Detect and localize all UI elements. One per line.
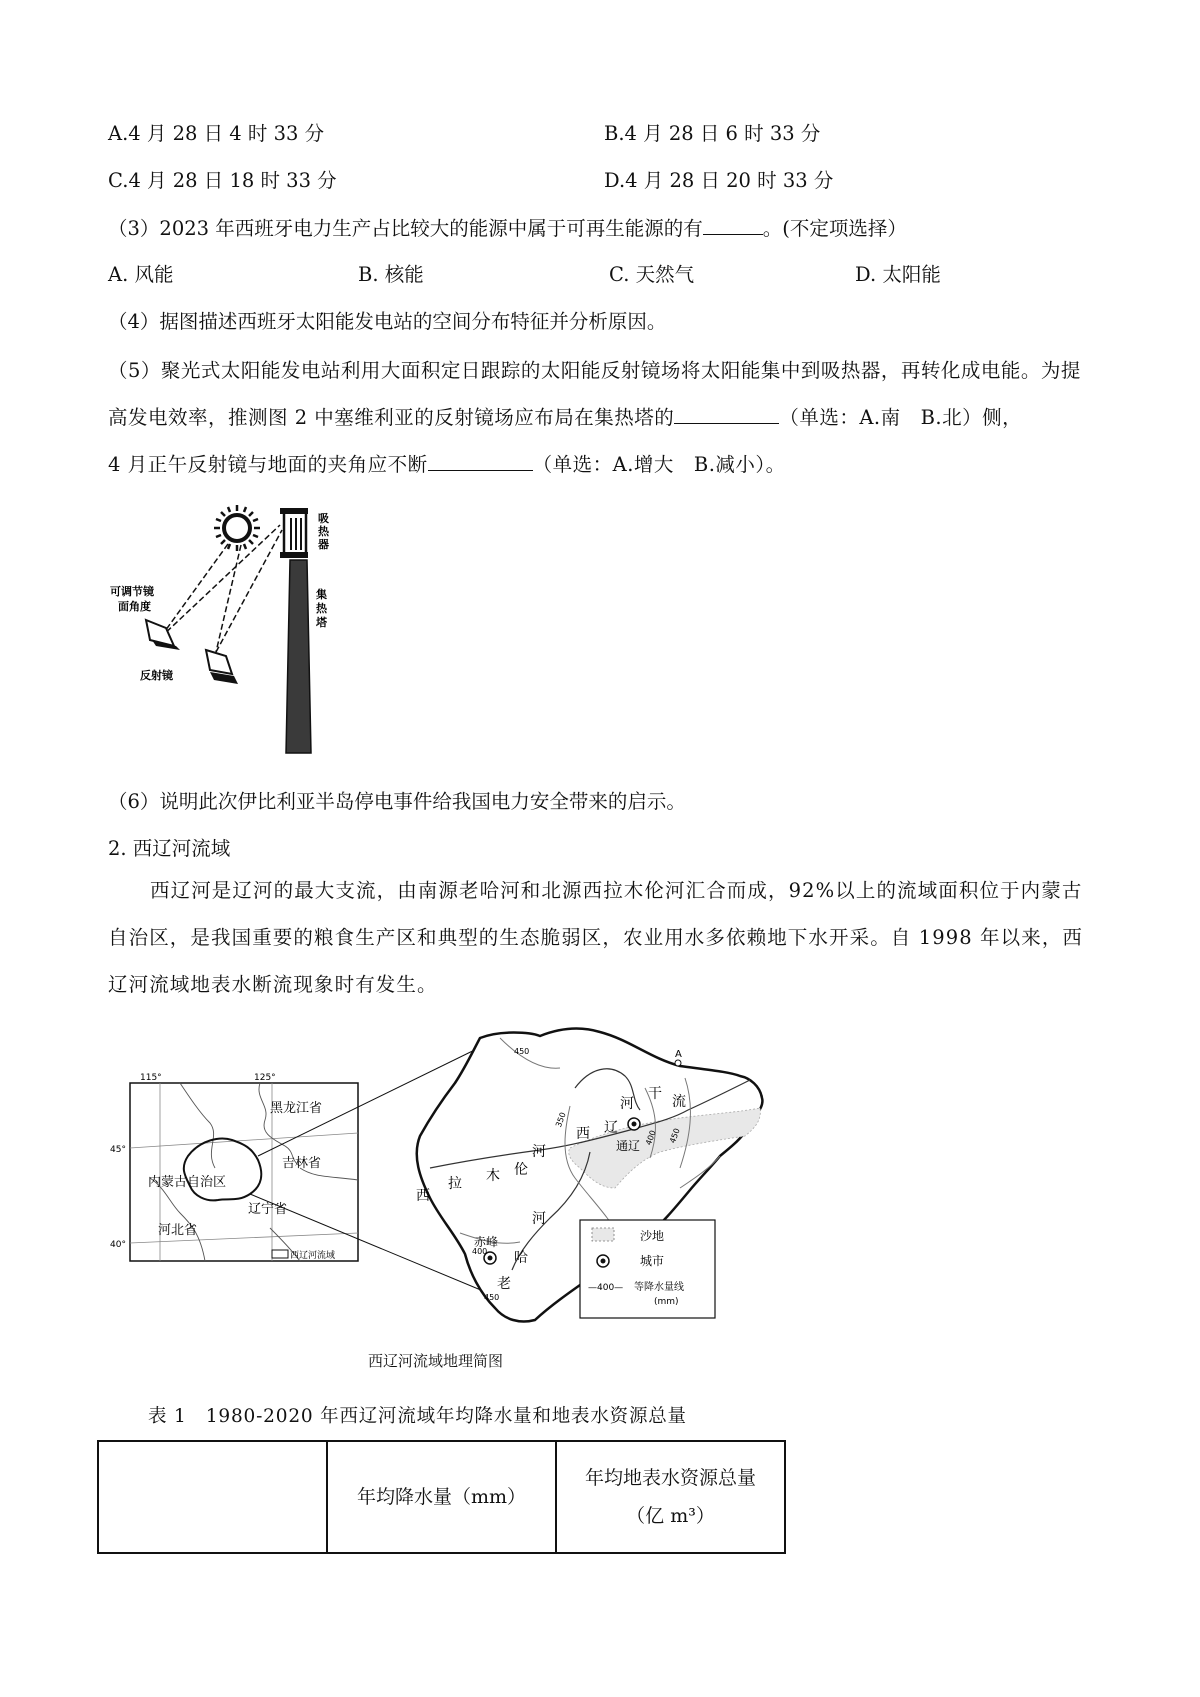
inset-legend-box xyxy=(272,1250,288,1258)
river-char: 老 xyxy=(497,1276,511,1292)
legend-sand-label: 沙地 xyxy=(640,1229,665,1243)
sun-icon xyxy=(214,505,260,551)
province-inner-mongolia: 内蒙古自治区 xyxy=(148,1175,227,1190)
xiliao-river-map xyxy=(110,1028,790,1328)
label-tower-3: 塔 xyxy=(316,616,327,629)
isohyet-label: 450 xyxy=(668,1127,682,1145)
solar-tower-diagram xyxy=(110,500,329,770)
river-char: 干 xyxy=(648,1086,662,1102)
table-caption: 表 1 1980-2020 年西辽河流域年均降水量和地表水资源总量 xyxy=(148,1406,687,1427)
label-absorber-1: 吸 xyxy=(318,512,329,525)
table-header-precipitation: 年均降水量（mm） xyxy=(327,1441,556,1553)
legend-isohyet-symbol: —400— xyxy=(588,1283,624,1293)
map-legend xyxy=(580,1220,715,1318)
river-char: 流 xyxy=(672,1094,686,1110)
label-mirror: 反射镜 xyxy=(140,669,173,682)
river-char: 哈 xyxy=(514,1250,528,1266)
header-surface-water-line1: 年均地表水资源总量 xyxy=(584,1467,756,1489)
table-header-surface-water xyxy=(556,1441,785,1553)
legend-sand-swatch xyxy=(592,1228,614,1241)
river-char: 西 xyxy=(576,1126,590,1142)
question-3-stem: （3）2023 年西班牙电力生产占比较大的能源中属于可再生能源的有 。(不定项选择） xyxy=(108,217,907,240)
header-surface-water-line2: （亿 m³） xyxy=(626,1505,715,1527)
answer-blank xyxy=(703,218,763,235)
lat-label-40: 40° xyxy=(110,1240,126,1250)
river-char: 木 xyxy=(486,1168,500,1184)
province-heilongjiang: 黑龙江省 xyxy=(270,1101,323,1116)
province-hebei: 河北省 xyxy=(158,1223,198,1238)
q3-option-a: A. 风能 xyxy=(108,263,174,286)
collector-tower xyxy=(280,508,311,753)
answer-blank-2 xyxy=(428,454,533,471)
inset-map xyxy=(110,1073,358,1261)
question-4: （4）据图描述西班牙太阳能发电站的空间分布特征并分析原因。 xyxy=(108,310,667,333)
river-char: 伦 xyxy=(514,1162,528,1178)
legend-isohyet-unit: (mm) xyxy=(654,1297,679,1307)
legend-city-label: 城市 xyxy=(640,1254,665,1268)
river-char: 西 xyxy=(416,1188,430,1204)
section-2-paragraph: 西辽河是辽河的最大支流，由南源老哈河和北源西拉木伦河汇合而成，92%以上的流域面积位于内蒙古自治区，是我国重要的粮食生产区和典型的生态脆弱区，农业用水多依赖地下水开采。自 1998 年以来，西辽河流域地表水断流现象时有发生。 xyxy=(108,879,1084,996)
answer-blank-1 xyxy=(674,407,779,424)
label-tower-1: 集 xyxy=(316,588,327,601)
option-a: A.4 月 28 日 4 时 33 分 xyxy=(108,122,325,145)
q3-option-d: D. 太阳能 xyxy=(855,263,941,286)
q3-option-c: C. 天然气 xyxy=(609,263,695,286)
province-liaoning: 辽宁省 xyxy=(248,1202,288,1217)
city-tongliao xyxy=(628,1118,640,1130)
label-adjust-1: 可调节镜 xyxy=(110,585,154,598)
label-absorber-3: 器 xyxy=(318,538,329,551)
isohyet-label: 400 xyxy=(472,1247,488,1256)
inset-legend-label: 西辽河流域 xyxy=(290,1251,336,1261)
section-2-title: 2. 西辽河流域 xyxy=(108,837,231,860)
option-b: B.4 月 28 日 6 时 33 分 xyxy=(604,122,821,145)
label-tower-2: 热 xyxy=(316,602,327,615)
isohyet-label: 400 xyxy=(644,1129,658,1147)
river-char: 河 xyxy=(532,1144,546,1160)
legend-city-icon xyxy=(597,1255,609,1267)
map-caption: 西辽河流域地理简图 xyxy=(368,1352,504,1370)
isohyet-label: 450 xyxy=(514,1047,530,1056)
table-1 xyxy=(97,1440,786,1554)
city-label-chifeng: 赤峰 xyxy=(474,1235,499,1249)
q3-option-b: B. 核能 xyxy=(358,263,424,286)
lon-label-125: 125° xyxy=(254,1073,276,1083)
lon-label-115: 115° xyxy=(140,1073,162,1083)
point-a-label: A xyxy=(675,1049,682,1060)
label-absorber-2: 热 xyxy=(318,525,329,538)
option-c: C.4 月 28 日 18 时 33 分 xyxy=(108,169,337,192)
lat-label-45: 45° xyxy=(110,1145,126,1155)
option-d: D.4 月 28 日 20 时 33 分 xyxy=(604,169,834,192)
isohyet-label: 450 xyxy=(484,1293,500,1302)
river-char: 拉 xyxy=(448,1176,462,1192)
table-header-empty xyxy=(98,1441,327,1553)
question-5: （5）聚光式太阳能发电站利用大面积定日跟踪的太阳能反射镜场将太阳能集中到吸热器，再转化成电能。为提高发电效率，推测图 2 中塞维利亚的反射镜场应布局在集热塔的 （单选：A.南 B.北）侧， 4 月正午反射镜与地面的夹角应不断 （单选：A.增大 B.减小）。 xyxy=(108,359,1081,476)
city-label-tongliao: 通辽 xyxy=(616,1139,641,1153)
label-adjust-2: 面角度 xyxy=(118,600,151,613)
isohyet-label: 350 xyxy=(554,1111,568,1129)
river-char: 河 xyxy=(532,1211,546,1227)
province-jilin: 吉林省 xyxy=(282,1156,322,1171)
question-6: （6）说明此次伊比利亚半岛停电事件给我国电力安全带来的启示。 xyxy=(108,790,686,813)
legend-isohyet-label: 等降水量线 xyxy=(634,1282,684,1293)
river-char: 河 xyxy=(620,1096,634,1112)
river-char: 辽 xyxy=(604,1120,618,1136)
